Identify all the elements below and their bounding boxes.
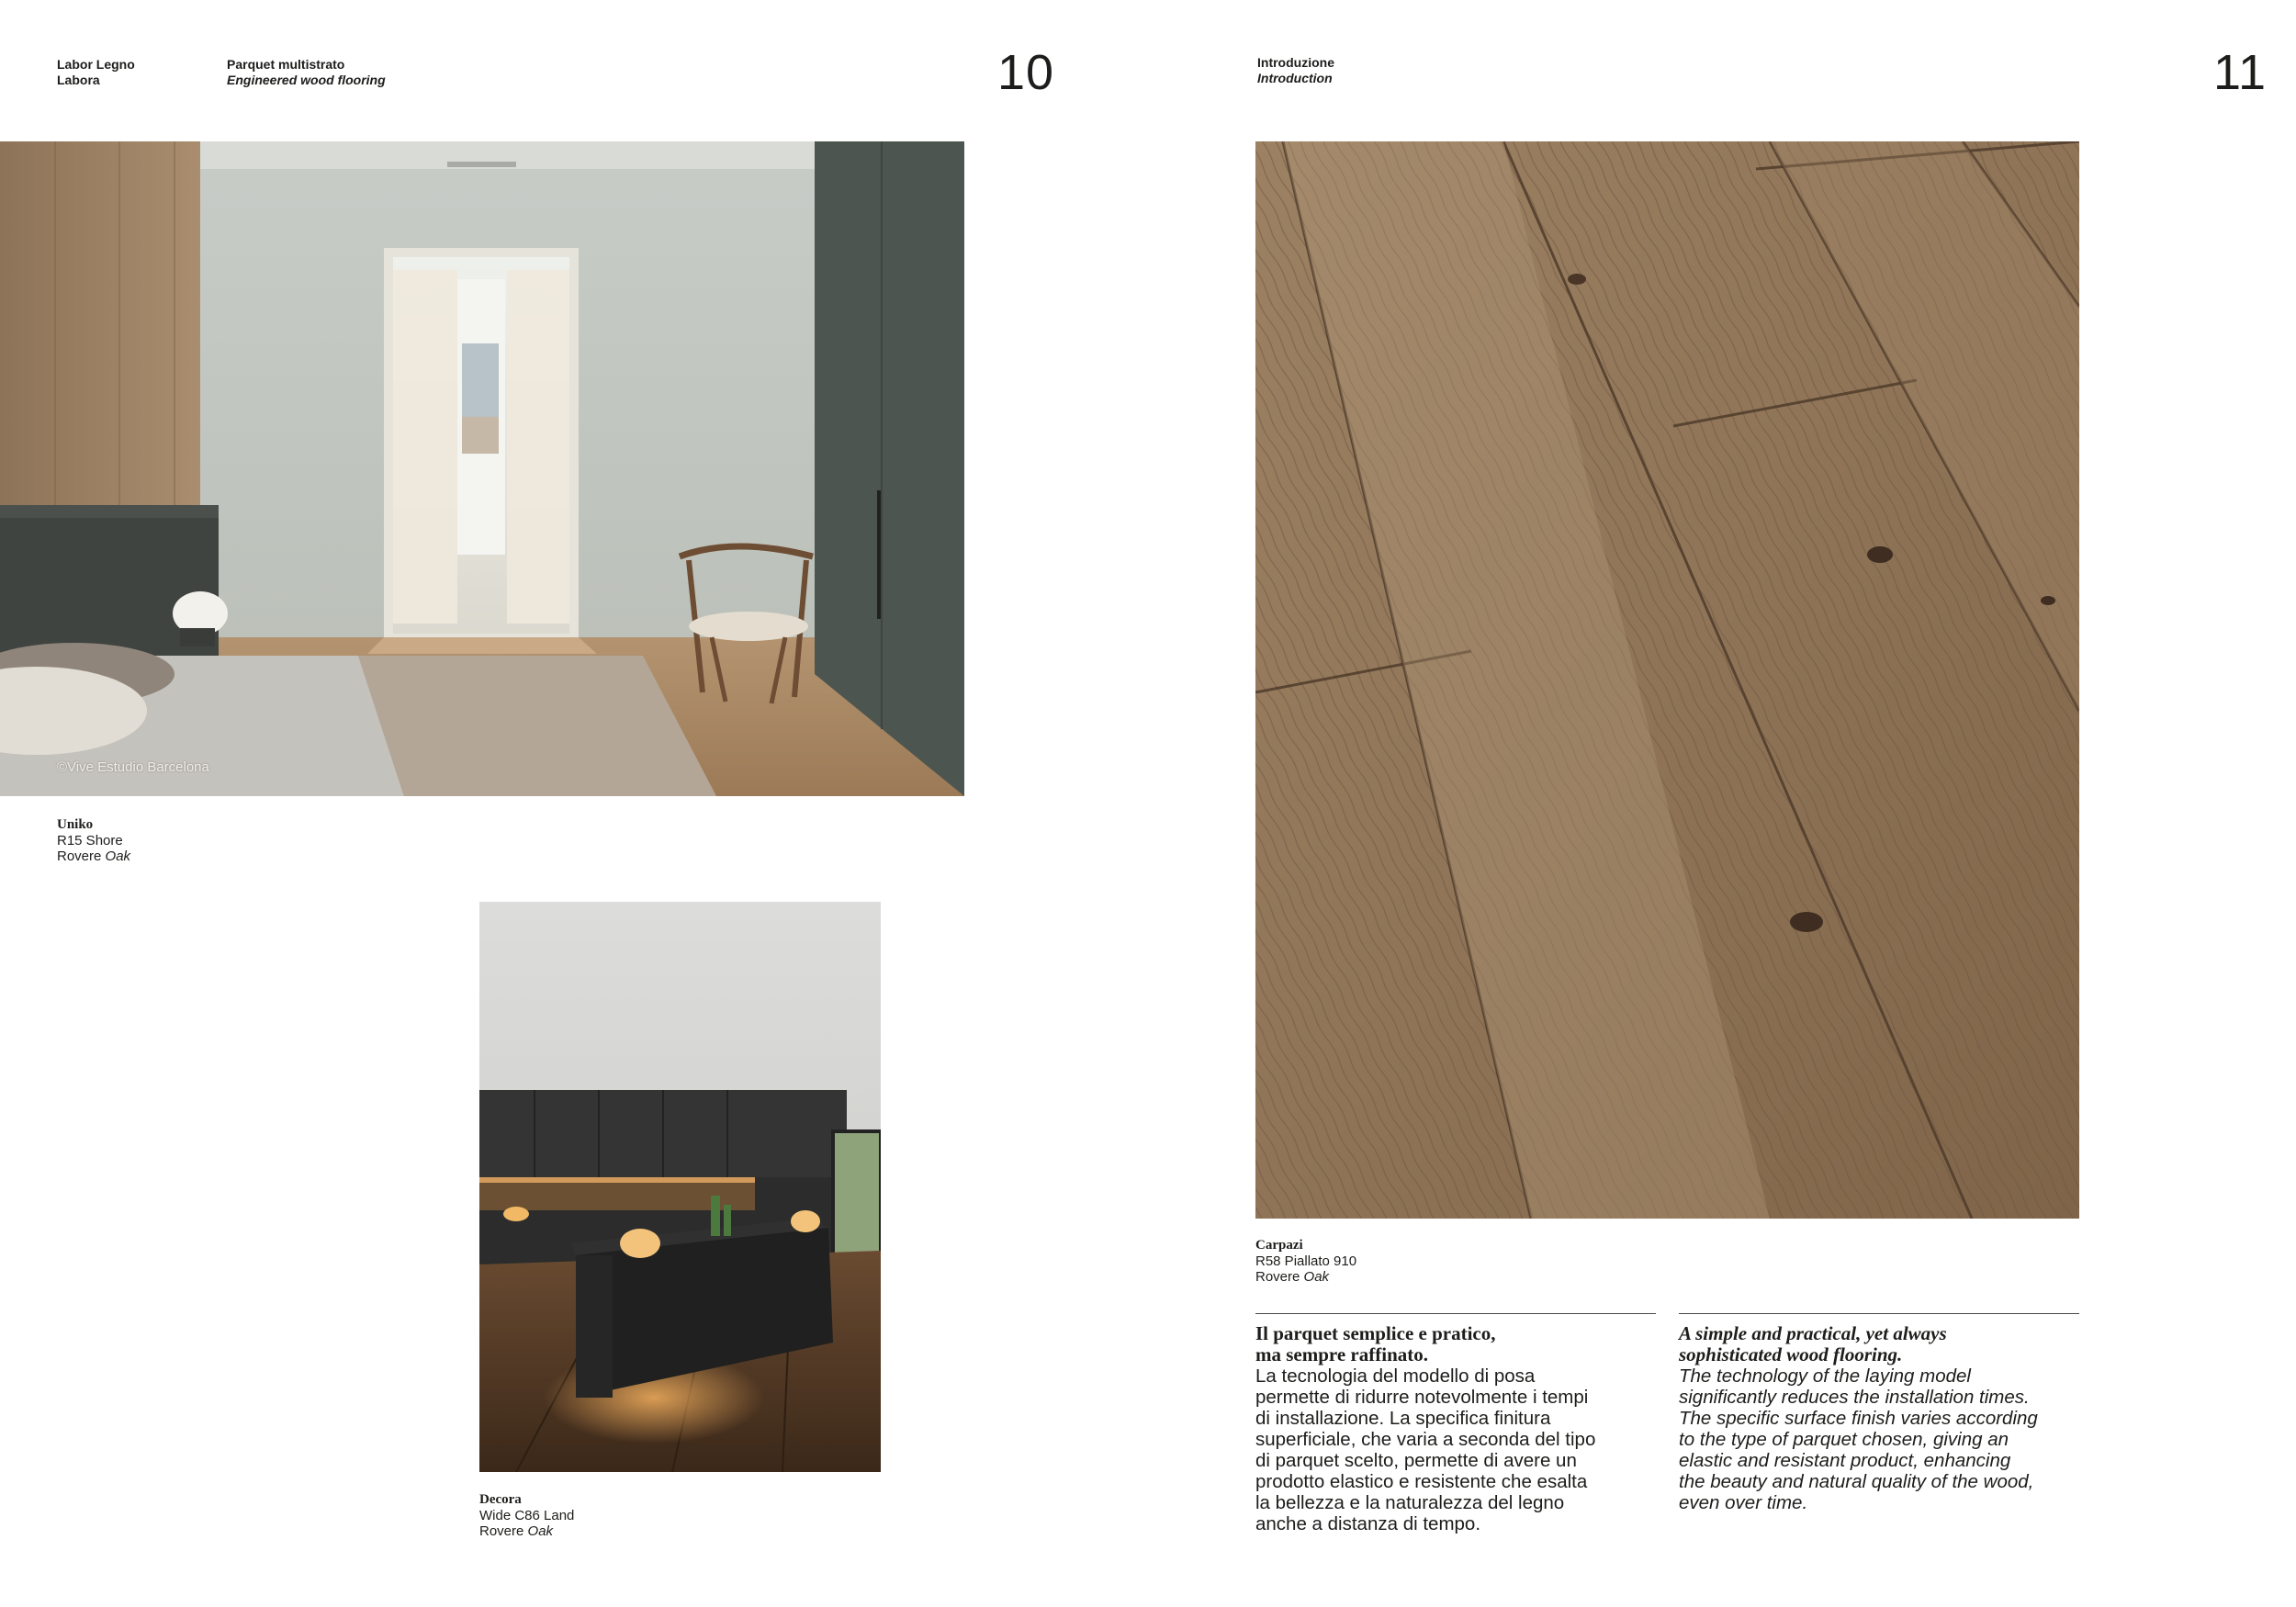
intro-heading-italian: [1255, 1323, 1678, 1365]
brand-block: [57, 57, 135, 88]
body-line: to the type of parquet chosen, giving an: [1679, 1429, 2009, 1450]
product-name: Uniko: [57, 817, 94, 832]
wood-label-it: Rovere: [57, 848, 106, 864]
body-line: permette di ridurre notevolmente i tempi: [1255, 1387, 1589, 1408]
heading-line: ma sempre raffinato.: [1255, 1343, 1428, 1365]
brand-name: Labor Legno: [57, 57, 135, 72]
bedroom-photo: [0, 141, 964, 796]
wood-label-en: Oak: [105, 848, 131, 864]
section-title-italian: Parquet multistrato: [227, 57, 345, 72]
divider-english: [1679, 1313, 2079, 1314]
intro-body-english: [1679, 1365, 2101, 1513]
product-wood: [57, 848, 130, 864]
body-line: elastic and resistant product, enhancing: [1679, 1450, 2011, 1471]
product-wood: [479, 1523, 574, 1539]
body-line: The specific surface finish varies according: [1679, 1408, 2038, 1429]
photo-credit: ©Vive Estudio Barcelona: [57, 759, 209, 775]
floor-caption: [1255, 1238, 1356, 1285]
bedroom-caption: [57, 817, 130, 864]
divider-italian: [1255, 1313, 1656, 1314]
brand-subname: Labora: [57, 73, 100, 87]
body-line: di installazione. La specifica finitura: [1255, 1408, 1551, 1429]
intro-title-italian: Introduzione: [1257, 55, 1334, 70]
body-line: di parquet scelto, permette di avere un: [1255, 1450, 1577, 1471]
heading-line: A simple and practical, yet always: [1679, 1322, 1947, 1344]
product-name: Carpazi: [1255, 1238, 1303, 1253]
section-title-english: Engineered wood flooring: [227, 73, 386, 87]
heading-line: sophisticated wood flooring.: [1679, 1343, 1903, 1365]
intro-italian: [1255, 1323, 1678, 1534]
intro-heading-english: [1679, 1323, 2101, 1365]
page-number-right: 11: [2213, 45, 2268, 100]
wood-label-it: Rovere: [1255, 1269, 1304, 1285]
body-line: prodotto elastico e resistente che esalta: [1255, 1471, 1588, 1492]
product-name: Decora: [479, 1492, 522, 1507]
product-code: R15 Shore: [57, 833, 123, 848]
wood-label-it: Rovere: [479, 1523, 528, 1539]
page-number-left: 10: [997, 45, 1055, 100]
body-line: significantly reduces the installation times.: [1679, 1387, 2030, 1408]
body-line: even over time.: [1679, 1492, 1808, 1513]
body-line: la bellezza e la naturalezza del legno: [1255, 1492, 1565, 1513]
body-line: the beauty and natural quality of the wood,: [1679, 1471, 2034, 1492]
wood-floor-photo: [1255, 141, 2079, 1219]
intro-body-italian: [1255, 1365, 1678, 1534]
kitchen-photo: [479, 902, 881, 1472]
heading-line: Il parquet semplice e pratico,: [1255, 1322, 1496, 1344]
intro-english: [1679, 1323, 2101, 1513]
wood-label-en: Oak: [1303, 1269, 1330, 1285]
body-line: La tecnologia del modello di posa: [1255, 1365, 1536, 1387]
product-code: Wide C86 Land: [479, 1508, 575, 1523]
body-line: superficiale, che varia a seconda del tipo: [1255, 1429, 1596, 1450]
wood-label-en: Oak: [527, 1523, 554, 1539]
product-wood: [1255, 1269, 1356, 1285]
kitchen-caption: [479, 1492, 574, 1539]
product-code: R58 Piallato 910: [1255, 1253, 1357, 1269]
body-line: anche a distanza di tempo.: [1255, 1513, 1481, 1534]
body-line: The technology of the laying model: [1679, 1365, 1971, 1387]
section-title-block: [227, 57, 386, 88]
intro-title-english: Introduction: [1257, 71, 1333, 85]
intro-title-block: [1257, 55, 1334, 86]
